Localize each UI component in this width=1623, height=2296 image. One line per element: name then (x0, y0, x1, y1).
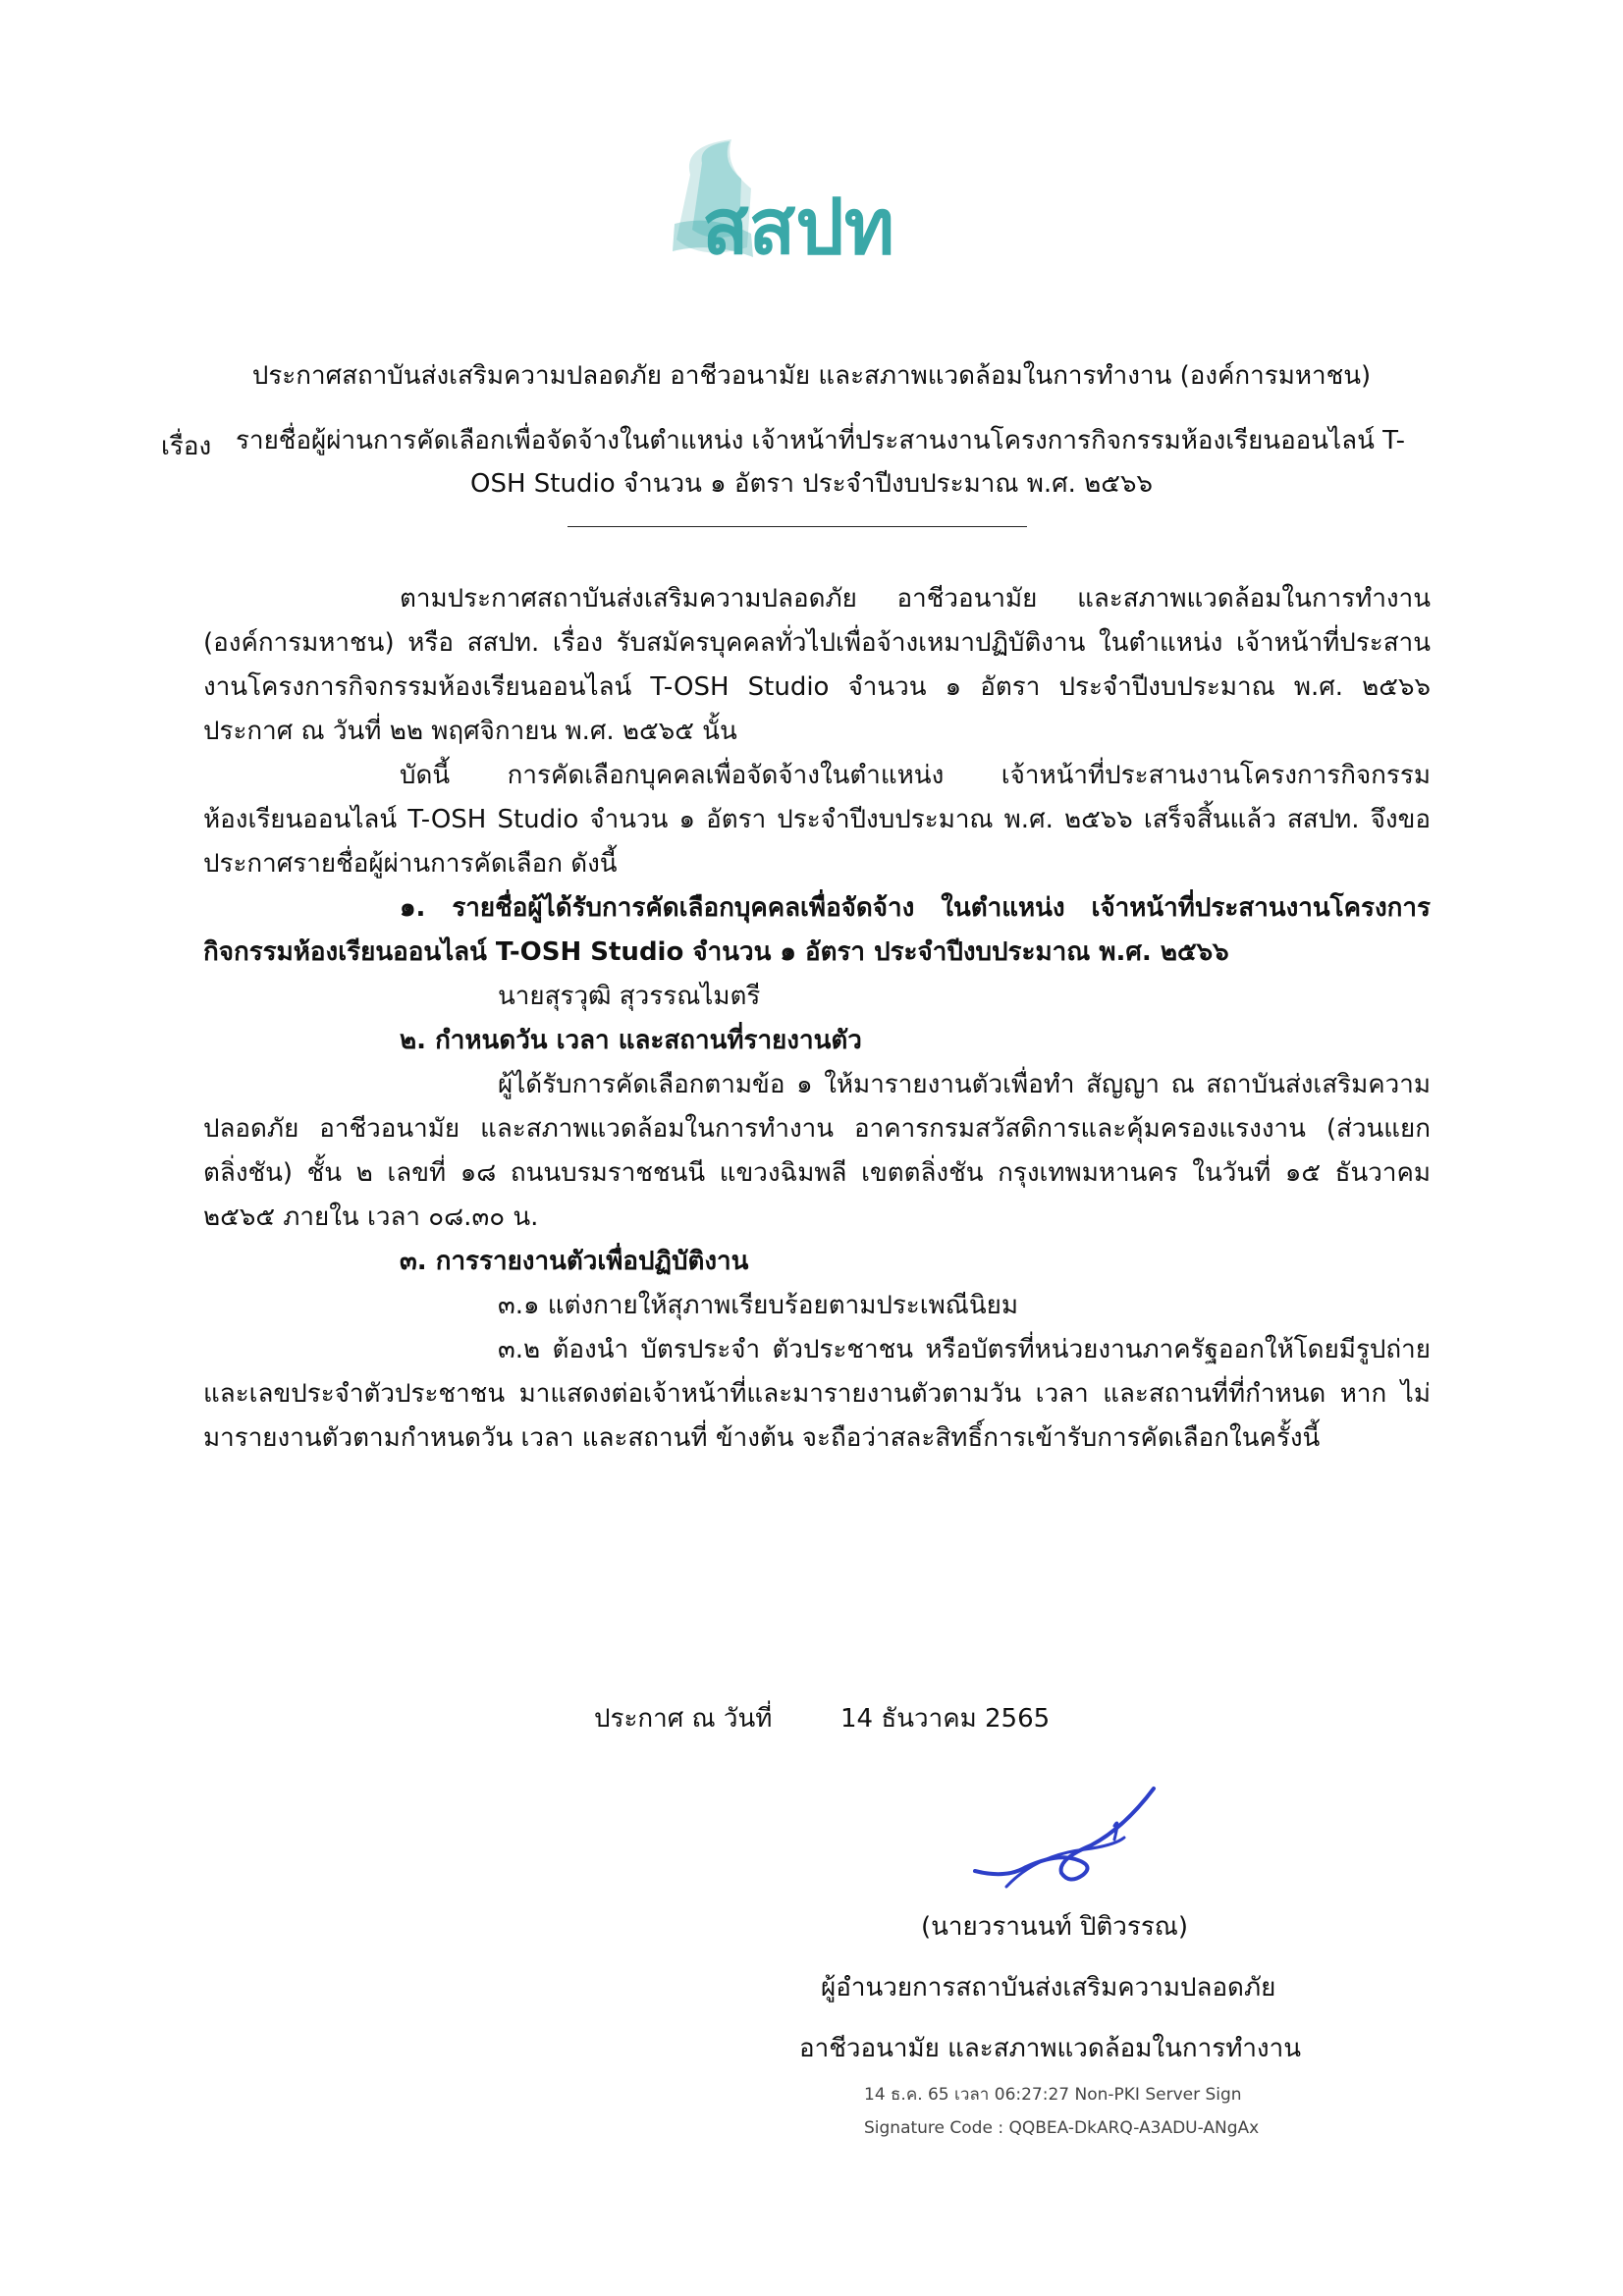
subject-label: เรื่อง (161, 432, 212, 461)
signature-icon (967, 1777, 1163, 1904)
announced-date-label: ประกาศ ณ วันที่ (594, 1704, 773, 1734)
organization-logo (663, 137, 977, 275)
leaf-book-logo-icon (663, 137, 977, 275)
selected-person-name: นายสุรวุฒิ สุวรรณไมตรี (498, 982, 761, 1011)
announcement-title: ประกาศสถาบันส่งเสริมความปลอดภัย อาชีวอนามัย และสภาพแวดล้อมในการทำงาน (องค์การมหาชน) (251, 361, 1372, 391)
subject-line-2: OSH Studio จำนวน ๑ อัตรา ประจำปีงบประมาณ พ.ศ. ๒๕๖๖ (470, 469, 1153, 499)
signer-name: (นายวรานนท์ ปิติวรรณ) (921, 1912, 1189, 1942)
section-2-text: ผู้ได้รับการคัดเลือกตามข้อ ๑ ให้มารายงานตัวเพื่อทำ สัญญา ณ สถาบันส่งเสริมความปลอดภัย อาชีวอนามัย และสภาพแวดล้อมในการทำงาน อาคารกรมสวัสดิการและคุ้มครองแรงงาน (ส่วนแยกตลิ่งชัน) ชั้น ๒ เลขที่ ๑๘ ถนนบรมราชชนนี แขวงฉิมพลี เขตตลิ่งชัน กรุงเทพมหานคร ในวันที่ ๑๕ ธันวาคม ๒๕๖๕ ภายใน เวลา ๐๘.๓๐ น. (203, 1070, 1431, 1232)
paragraph-result: บัดนี้ การคัดเลือกบุคคลเพื่อจัดจ้างในตำแหน่ง เจ้าหน้าที่ประสานงานโครงการกิจกรรมห้องเรียนออนไลน์ T-OSH Studio จำนวน ๑ อัตรา ประจำปีงบประมาณ พ.ศ. ๒๕๖๖ เสร็จสิ้นแล้ว สสปท. จึงขอประกาศรายชื่อผู้ผ่านการคัดเลือก ดังนี้ (203, 761, 1431, 879)
section-1-heading: ๑. รายชื่อผู้ได้รับการคัดเลือกบุคคลเพื่อจัดจ้าง ในตำแหน่ง เจ้าหน้าที่ประสานงานโครงการกิจกรรมห้องเรียนออนไลน์ T-OSH Studio จำนวน ๑ อัตรา ประจำปีงบประมาณ พ.ศ. ๒๕๖๖ (203, 893, 1431, 967)
section-3-heading: ๓. การรายงานตัวเพื่อปฏิบัติงาน (400, 1247, 749, 1276)
header-divider (568, 526, 1027, 527)
signature-code: Signature Code : QQBEA-DkARQ-A3ADU-ANgAx (864, 2118, 1260, 2138)
signer-position-line-2: อาชีวอนามัย และสภาพแวดล้อมในการทำงาน (799, 2034, 1301, 2063)
subject-line-1: รายชื่อผู้ผ่านการคัดเลือกเพื่อจัดจ้างในตำแหน่ง เจ้าหน้าที่ประสานงานโครงการกิจกรรมห้องเรียนออนไลน์ T- (236, 426, 1405, 455)
handwritten-signature (967, 1777, 1163, 1904)
paragraph-reference: ตามประกาศสถาบันส่งเสริมความปลอดภัย อาชีวอนามัย และสภาพแวดล้อมในการทำงาน (องค์การมหาชน) หรือ สสปท. เรื่อง รับสมัครบุคคลทั่วไปเพื่อจ้างเหมาปฏิบัติงาน ในตำแหน่ง เจ้าหน้าที่ประสานงานโครงการกิจกรรมห้องเรียนออนไลน์ T-OSH Studio จำนวน ๑ อัตรา ประจำปีงบประมาณ พ.ศ. ๒๕๖๖ ประกาศ ณ วันที่ ๒๒ พฤศจิกายน พ.ศ. ๒๕๖๕ นั้น (203, 584, 1431, 746)
announced-date: 14 ธันวาคม 2565 (840, 1704, 1051, 1734)
electronic-sign-time: 14 ธ.ค. 65 เวลา 06:27:27 Non-PKI Server Sign (864, 2085, 1242, 2105)
section-3-1-text: ๓.๑ แต่งกายให้สุภาพเรียบร้อยตามประเพณีนิยม (498, 1291, 1019, 1320)
svg-text:สสปท: สสปท (702, 184, 895, 272)
announcement-body (203, 577, 1431, 1461)
signer-position-line-1: ผู้อำนวยการสถาบันส่งเสริมความปลอดภัย (821, 1973, 1276, 2002)
section-3-2-text: ๓.๒ ต้องนำ บัตรประจำ ตัวประชาชน หรือบัตรที่หน่วยงานภาครัฐออกให้โดยมีรูปถ่าย และเลขประจำตัวประชาชน มาแสดงต่อเจ้าหน้าที่และมารายงานตัวตามวัน เวลา และสถานที่ที่กำหนด หาก ไม่มารายงานตัวตามกำหนดวัน เวลา และสถานที่ ข้างต้น จะถือว่าสละสิทธิ์การเข้ารับการคัดเลือกในครั้งนี้ (203, 1335, 1431, 1453)
section-2-heading: ๒. กำหนดวัน เวลา และสถานที่รายงานตัว (400, 1026, 862, 1055)
